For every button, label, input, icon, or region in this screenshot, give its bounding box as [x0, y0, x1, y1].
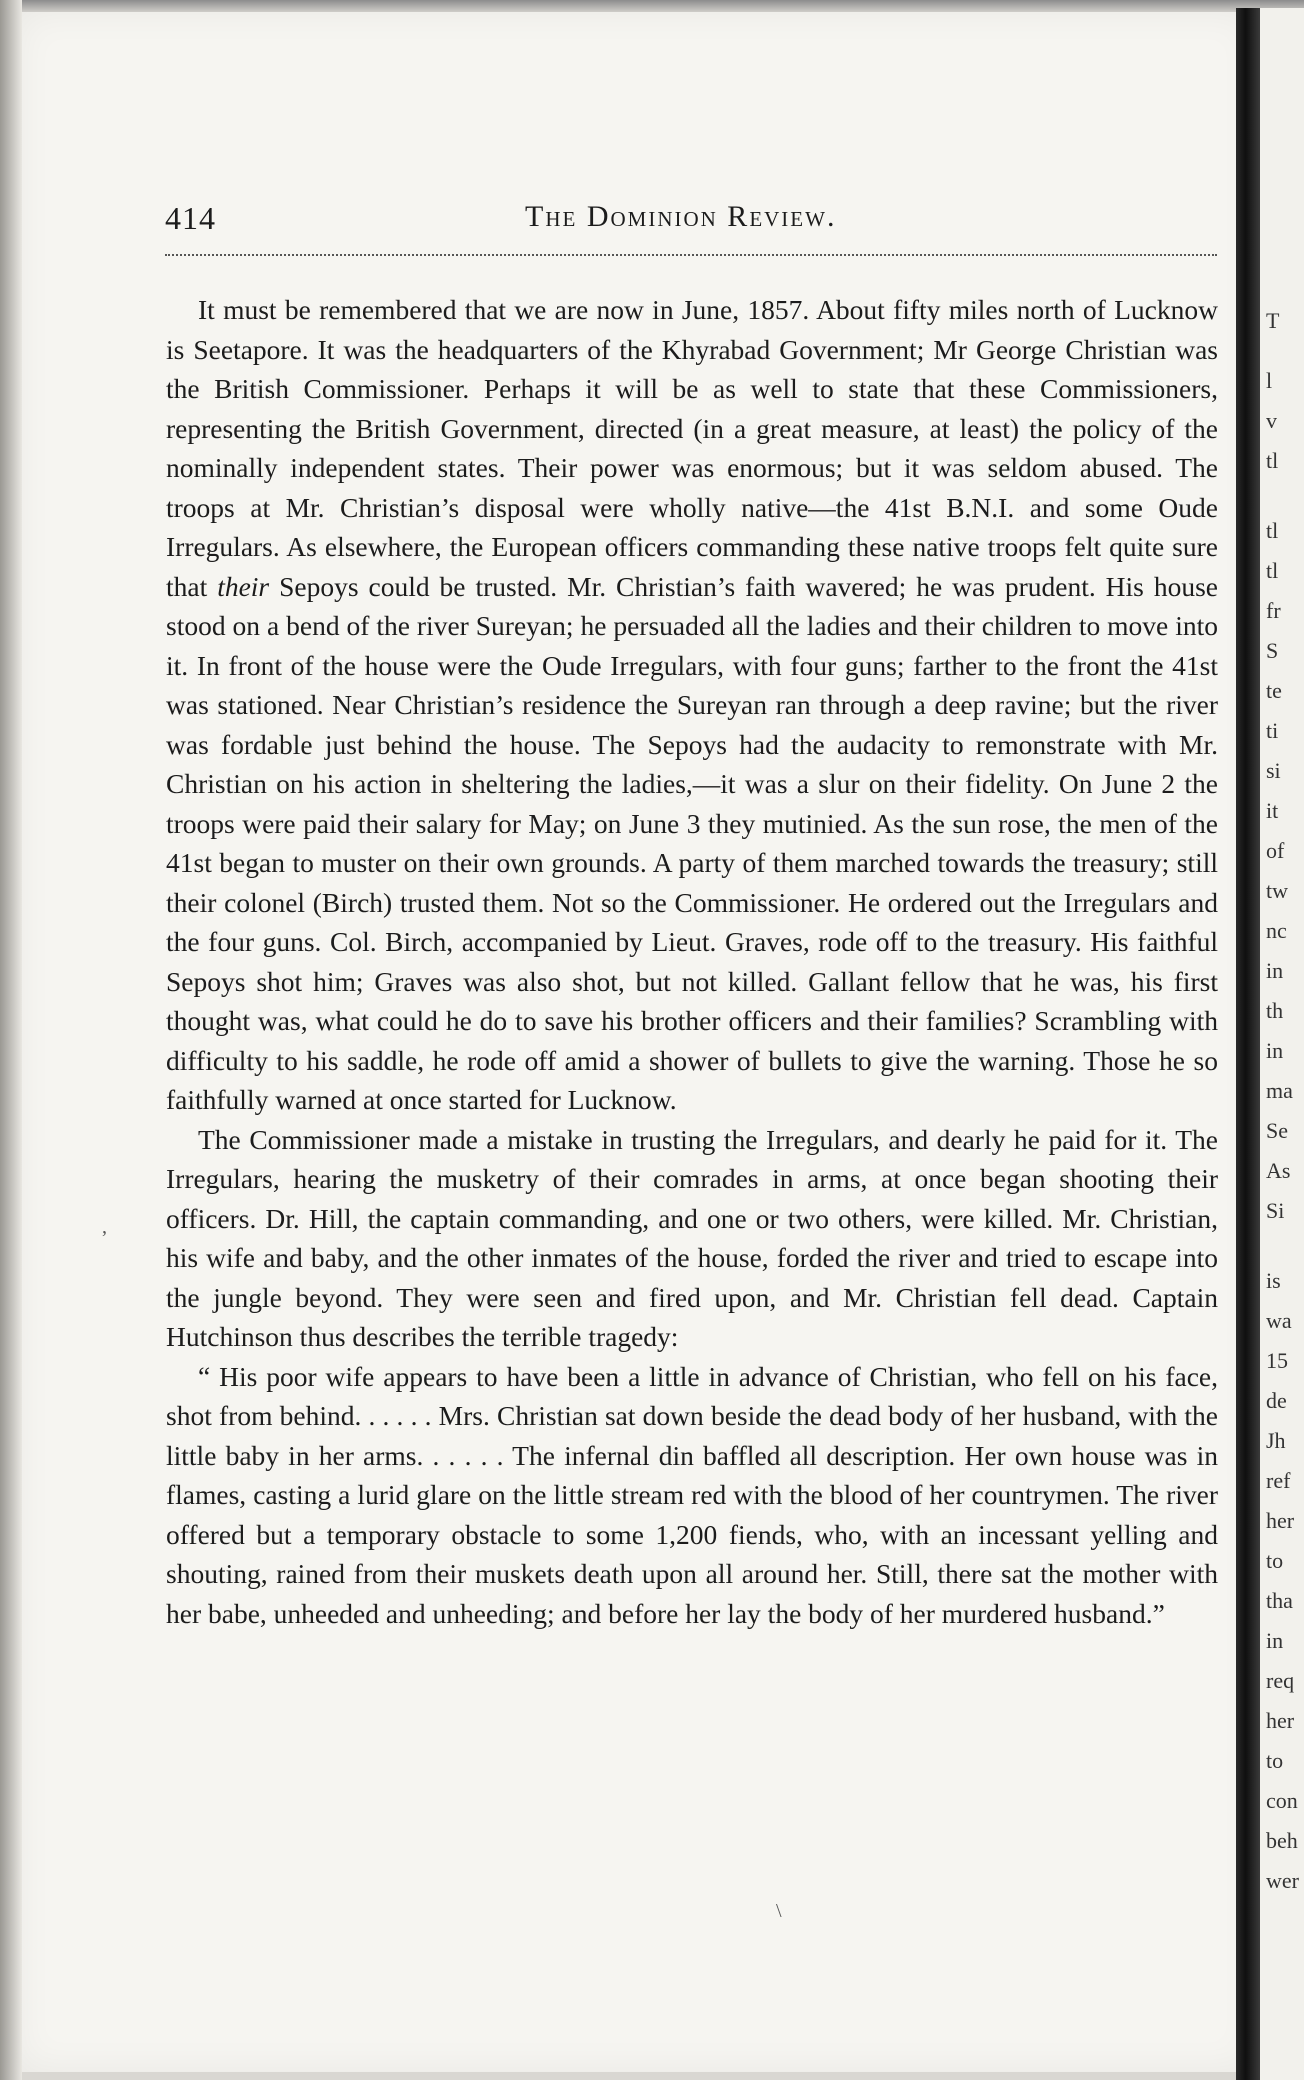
- emphasis-their: their: [217, 570, 270, 602]
- page-left-shadow: [0, 0, 22, 2080]
- quotation-paragraph: “ His poor wife appears to have been a little in advance of Christian, who fell on his face, shot from behind. . . . . . Mrs. Christian sat down beside the dead body of her husband, with the little baby in her arms. . . . . . The infernal din baffled all description. Her own house was in flames, casting a lurid glare on the little stream red with the blood of her countrymen. The river offered but a temporary obstacle to some 1,200 fiends, who, with an incessant yelling and shouting, rained from their muskets death upon all around her. Still, there sat the mother with her babe, unheeded and unheeding; and before her lay the body of her murdered husband.”: [166, 1360, 1218, 1629]
- page-number: 414: [165, 200, 216, 236]
- next-page-fragment: T: [1266, 308, 1280, 333]
- next-page-fragment: to: [1266, 1548, 1284, 1573]
- next-page-fragment: de: [1266, 1388, 1287, 1413]
- next-page-fragment: wer: [1266, 1868, 1299, 1893]
- next-page-fragment: ti: [1266, 718, 1279, 743]
- next-page-fragment: tha: [1266, 1588, 1293, 1613]
- next-page-fragment: her: [1266, 1708, 1295, 1733]
- next-page-fragment: nc: [1266, 918, 1287, 943]
- next-page-fragment: Jh: [1266, 1428, 1286, 1453]
- next-page-fragment: th: [1266, 998, 1284, 1023]
- book-gutter: [1236, 8, 1260, 2080]
- next-page-fragment: v: [1266, 408, 1277, 433]
- next-page-fragment: in: [1266, 958, 1284, 983]
- next-page-fragment: ref: [1266, 1468, 1291, 1493]
- next-page-fragment: fr: [1266, 598, 1281, 623]
- next-page-fragment: beh: [1266, 1828, 1298, 1853]
- next-page-fragment: req: [1266, 1668, 1295, 1693]
- next-page-fragment: it: [1266, 798, 1279, 823]
- page-header: [165, 200, 1217, 240]
- next-page-fragment: con: [1266, 1788, 1298, 1813]
- next-page-fragment: Se: [1266, 1118, 1288, 1143]
- paragraph-1: [166, 290, 1218, 1120]
- next-page-fragment: to: [1266, 1748, 1284, 1773]
- next-page-fragment: tl: [1266, 558, 1279, 583]
- next-page-fragment: in: [1266, 1038, 1284, 1063]
- next-page-fragment: tl: [1266, 448, 1279, 473]
- next-page-fragment: wa: [1266, 1308, 1292, 1333]
- next-page-fragment: her: [1266, 1508, 1295, 1533]
- next-page-fragment: S: [1266, 638, 1279, 663]
- next-page-fragment: l: [1266, 368, 1273, 393]
- next-page-fragment: tl: [1266, 518, 1279, 543]
- header-rule: [165, 254, 1217, 256]
- next-page-fragment: si: [1266, 758, 1281, 783]
- next-page-fragment: te: [1266, 678, 1282, 703]
- next-page-fragment: 15: [1266, 1348, 1288, 1373]
- paragraph-2: The Commissioner made a mistake in trusting the Irregulars, and dearly he paid for it. The Irregulars, hearing the musketry of their comrades in arms, at once began shooting their officers. Dr. Hill, the captain commanding, and one or two others, were killed. Mr. Christian, his wife and baby, and the other inmates of the house, forded the river and tried to escape into the jungle beyond. They were seen and fired upon, and Mr. Christian fell dead. Captain Hutchinson thus describes the terrible tragedy:: [166, 1123, 1218, 1352]
- scan-speck: ,: [102, 1216, 107, 1238]
- next-page-fragment: ma: [1266, 1078, 1293, 1103]
- scan-top-edge: [0, 0, 1304, 12]
- paragraph-1-text-a: It must be remembered that we are now in June, 1857. About fifty miles north of Lucknow is Seetapore. It was the headquarters of the Khyrabad Government; Mr George Christian was the British Commissioner. Perhaps it will be as well to state that these Commissioners, representing the British Government, directed (in a great measure, at least) the policy of the nominally independent states. Their power was enormous; but it was seldom abused. The troops at Mr. Christian’s disposal were wholly native—the 41st B.N.I. and some Oude Irregulars. As elsewhere, the European officers commanding these native troops felt quite sure that: [166, 294, 1218, 602]
- article-body: [166, 290, 1218, 1633]
- next-page-fragment: in: [1266, 1628, 1284, 1653]
- next-page-fragment: of: [1266, 838, 1285, 863]
- next-page-fragment: As: [1266, 1158, 1291, 1183]
- next-page-fragment: tw: [1266, 878, 1288, 903]
- paragraph-1-text-b: Sepoys could be trusted. Mr. Christian’s faith wavered; he was prudent. His house stood on a bend of the river Sureyan; he persuaded all the ladies and their children to move into it. In front of the house were the Oude Irregulars, with four guns; farther to the front the 41st was stationed. Near Christian’s residence the Sureyan ran through a deep ravine; but the river was fordable just behind the house. The Sepoys had the audacity to remonstrate with Mr. Christian on his action in sheltering the ladies,—it was a slur on their fidelity. On June 2 the troops were paid their salary for May; on June 3 they mutinied. As the sun rose, the men of the 41st began to muster on their own grounds. A party of them marched towards the treasury; still their colonel (Birch) trusted them. Not so the Commissioner. He ordered out the Irregulars and the four guns. Col. Birch, accompanied by Lieut. Graves, rode off to the treasury. His faithful Sepoys shot him; Graves was also shot, but not killed. Gallant fellow that he was, his first thought was, what could he do to save his brother officers and their families? Scrambling with difficulty to his saddle, he rode off amid a shower of bullets to give the warning. Those he so faithfully warned at once started for Lucknow.: [166, 570, 1218, 1115]
- next-page-edge: [1260, 8, 1304, 2080]
- next-page-fragment: is: [1266, 1268, 1281, 1293]
- running-title: The Dominion Review.: [525, 200, 837, 233]
- next-page-fragment: Si: [1266, 1198, 1285, 1223]
- scan-speck: \: [776, 1900, 782, 1922]
